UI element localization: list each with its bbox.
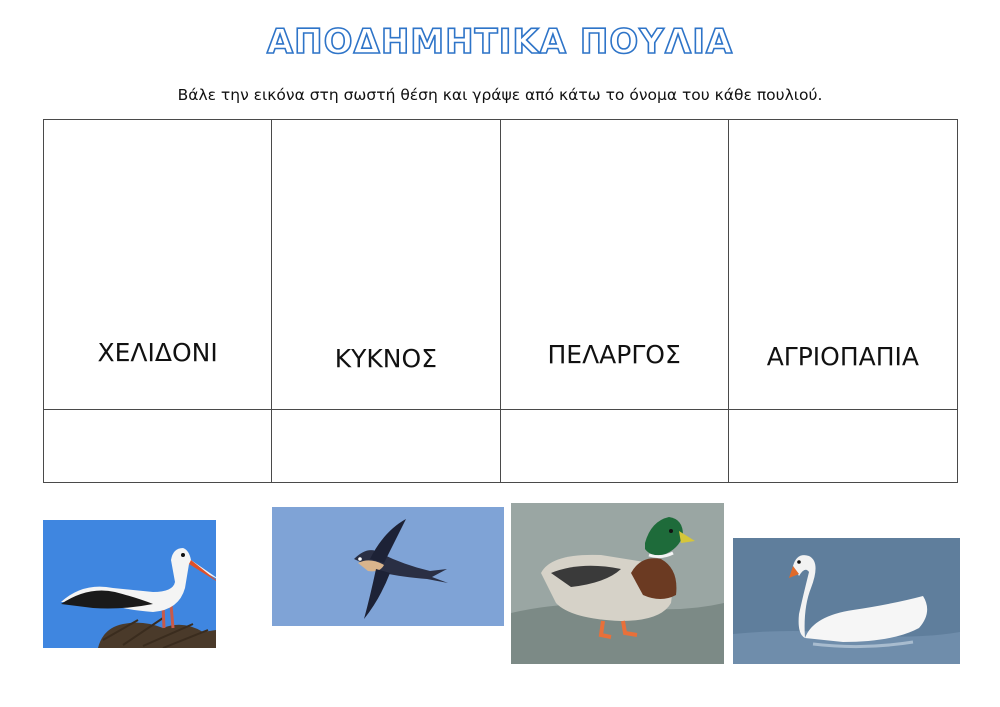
sorting-table (43, 119, 958, 483)
column-label-4: ΑΓΡΙΟΠΑΠΙΑ (766, 342, 920, 371)
drop-zone-1[interactable] (44, 120, 272, 410)
swallow-icon (272, 507, 504, 626)
drop-zone-2[interactable] (272, 120, 500, 410)
instructions-text: Βάλε την εικόνα στη σωστή θέση και γράψε από κάτω το όνομα του κάθε πουλιού. (177, 86, 823, 104)
duck-image[interactable] (511, 503, 724, 664)
answer-cell-2[interactable] (272, 410, 500, 482)
column-label-2: ΚΥΚΝΟΣ (334, 344, 437, 373)
answer-cell-1[interactable] (44, 410, 272, 482)
swallow-image[interactable] (272, 507, 504, 626)
answer-cell-3[interactable] (501, 410, 729, 482)
swan-image[interactable] (733, 538, 960, 664)
column-label-3: ΠΕΛΑΡΓΟΣ (547, 340, 681, 369)
page-title: ΑΠΟΔΗΜΗΤΙΚΑ ΠΟΥΛΙΑ (266, 22, 734, 62)
stork-icon (43, 520, 216, 648)
drop-zone-3[interactable] (501, 120, 729, 410)
mallard-duck-icon (511, 503, 724, 664)
column-label-1: ΧΕΛΙΔΟΝΙ (97, 338, 218, 367)
swan-icon (733, 538, 960, 664)
drop-zone-4[interactable] (729, 120, 957, 410)
stork-image[interactable] (43, 520, 216, 648)
answer-cell-4[interactable] (729, 410, 957, 482)
